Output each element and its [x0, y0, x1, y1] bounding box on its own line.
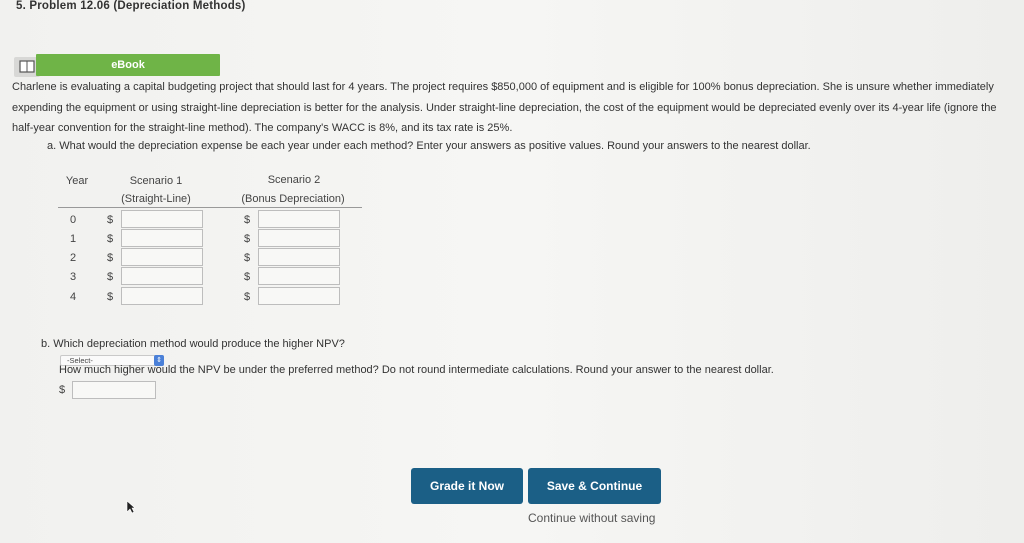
year-label: 2 — [69, 252, 77, 264]
currency-symbol: $ — [244, 214, 251, 226]
currency-symbol: $ — [244, 291, 251, 303]
year-label: 4 — [69, 291, 77, 303]
currency-symbol: $ — [59, 384, 66, 396]
year-label: 0 — [69, 214, 77, 226]
currency-symbol: $ — [244, 271, 251, 283]
header-scenario1-sub: (Straight-Line) — [121, 193, 191, 205]
header-scenario2-sub: (Bonus Depreciation) — [241, 193, 345, 205]
mouse-cursor-icon — [126, 500, 136, 519]
header-scenario1: Scenario 1 — [129, 175, 183, 187]
currency-symbol: $ — [107, 214, 114, 226]
year-label: 1 — [69, 233, 77, 245]
ebook-button[interactable]: eBook — [36, 54, 220, 76]
select-arrow-icon[interactable]: ⇕ — [154, 355, 164, 366]
npv-method-select[interactable]: -Select- — [60, 355, 164, 366]
scenario1-year2-input[interactable] — [121, 248, 203, 266]
currency-symbol: $ — [107, 271, 114, 283]
currency-symbol: $ — [107, 233, 114, 245]
scenario2-year4-input[interactable] — [258, 287, 340, 305]
currency-symbol: $ — [244, 252, 251, 264]
scenario2-year1-input[interactable] — [258, 229, 340, 247]
year-label: 3 — [69, 271, 77, 283]
npv-difference-input[interactable] — [72, 381, 156, 399]
header-year: Year — [65, 175, 89, 187]
continue-without-saving-link[interactable]: Continue without saving — [528, 511, 656, 525]
save-continue-button[interactable]: Save & Continue — [528, 468, 661, 504]
currency-symbol: $ — [107, 291, 114, 303]
grade-it-now-button[interactable]: Grade it Now — [411, 468, 523, 504]
scenario1-year3-input[interactable] — [121, 267, 203, 285]
header-divider — [58, 207, 362, 208]
part-a-question: a. What would the depreciation expense be each year under each method? Enter your answers as positive values. Round your answers to the nearest dollar. — [47, 140, 811, 152]
scenario1-year4-input[interactable] — [121, 287, 203, 305]
header-scenario2: Scenario 2 — [267, 174, 321, 186]
scenario1-year0-input[interactable] — [121, 210, 203, 228]
scenario1-year1-input[interactable] — [121, 229, 203, 247]
problem-description: Charlene is evaluating a capital budgeting project that should last for 4 years. The project requires $850,000 of equipment and is eligible for 100% bonus depreciation. She is unsure whether immediately expending the equipment or using straight-line depreciation is better for the analysis. Under straight-line depreciation, the cost of the equipment would be depreciated evenly over its 4-year life (ignore the half-year convention for the straight-line method). The company's WACC is 8%, and its tax rate is 25%. — [12, 81, 997, 134]
scenario2-year3-input[interactable] — [258, 267, 340, 285]
currency-symbol: $ — [244, 233, 251, 245]
currency-symbol: $ — [107, 252, 114, 264]
scenario2-year2-input[interactable] — [258, 248, 340, 266]
part-b-question: b. Which depreciation method would produce the higher NPV? — [41, 338, 345, 350]
part-b-question2: How much higher would the NPV be under the preferred method? Do not round intermediate calculations. Round your answer to the nearest dollar. — [59, 364, 774, 376]
problem-title: 5. Problem 12.06 (Depreciation Methods) — [16, 0, 246, 12]
scenario2-year0-input[interactable] — [258, 210, 340, 228]
